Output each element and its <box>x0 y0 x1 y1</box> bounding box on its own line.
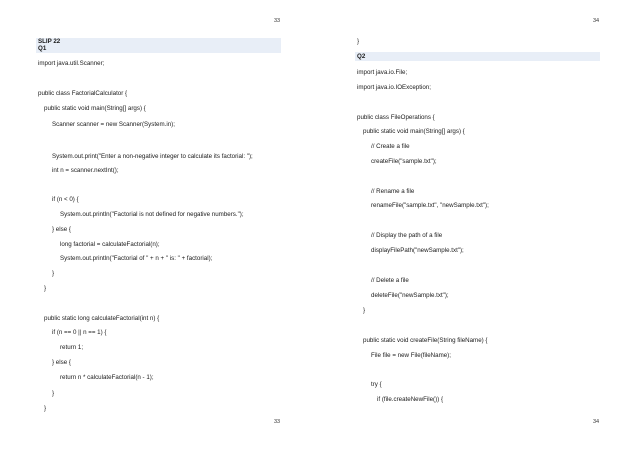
slip-heading-highlight <box>36 38 281 53</box>
code-line: public static void main(String[] args) { <box>44 105 146 112</box>
page-number-top: 33 <box>274 18 281 24</box>
code-line: System.out.print("Enter a non-negative integer to calculate its factorial: "); <box>52 153 253 160</box>
code-line: int n = scanner.nextInt(); <box>52 167 119 174</box>
code-line: public static void createFile(String fileName) { <box>363 337 488 344</box>
page-number-bottom: 33 <box>274 419 281 425</box>
code-line: // Delete a file <box>371 277 409 284</box>
code-line: File file = new File(fileName); <box>371 352 451 359</box>
code-line: } <box>52 390 55 397</box>
question-label: Q2 <box>357 53 366 60</box>
code-line: System.out.println("Factorial of " + n + " is: " + factorial); <box>60 255 213 262</box>
code-line: } <box>357 38 360 45</box>
code-line: } <box>363 307 366 314</box>
code-line: if (n == 0 || n == 1) { <box>52 329 107 336</box>
code-line: long factorial = calculateFactorial(n); <box>60 241 160 248</box>
question-label: Q1 <box>38 45 47 52</box>
code-line: // Display the path of a file <box>371 232 443 239</box>
code-line: } <box>44 285 47 292</box>
code-line: displayFilePath("newSample.txt"); <box>371 247 464 254</box>
code-line: import java.io.File; <box>357 69 408 76</box>
code-line: public static void main(String[] args) { <box>363 128 465 135</box>
slip-heading: SLIP 22 <box>38 38 61 45</box>
code-line: } <box>44 405 47 412</box>
code-line: // Create a file <box>371 143 410 150</box>
question-highlight <box>355 52 600 61</box>
right-page <box>319 0 638 451</box>
code-line: } else { <box>52 226 71 233</box>
code-line: } else { <box>52 359 71 366</box>
code-line: if (file.createNewFile()) { <box>377 396 444 403</box>
code-line: return 1; <box>60 344 84 351</box>
code-line: public static long calculateFactorial(int n) { <box>44 315 160 322</box>
page-number-top: 34 <box>593 18 600 24</box>
code-line: public class FactorialCalculator { <box>38 90 128 97</box>
code-line: Scanner scanner = new Scanner(System.in); <box>52 121 175 128</box>
code-line: createFile("sample.txt"); <box>371 158 437 165</box>
code-line: System.out.println("Factorial is not defined for negative numbers."); <box>60 211 244 218</box>
code-line: renameFile("sample.txt", "newSample.txt"); <box>371 202 489 209</box>
code-line: public class FileOperations { <box>357 114 435 121</box>
code-line: try { <box>371 381 382 388</box>
code-line: // Rename a file <box>371 188 415 195</box>
code-line: return n * calculateFactorial(n - 1); <box>60 374 154 381</box>
code-line: deleteFile("newSample.txt"); <box>371 292 449 299</box>
code-line: import java.util.Scanner; <box>38 60 105 67</box>
code-line: import java.io.IOException; <box>357 84 431 91</box>
page-number-bottom: 34 <box>593 419 600 425</box>
code-line: if (n < 0) { <box>52 196 79 203</box>
code-line: } <box>52 270 55 277</box>
